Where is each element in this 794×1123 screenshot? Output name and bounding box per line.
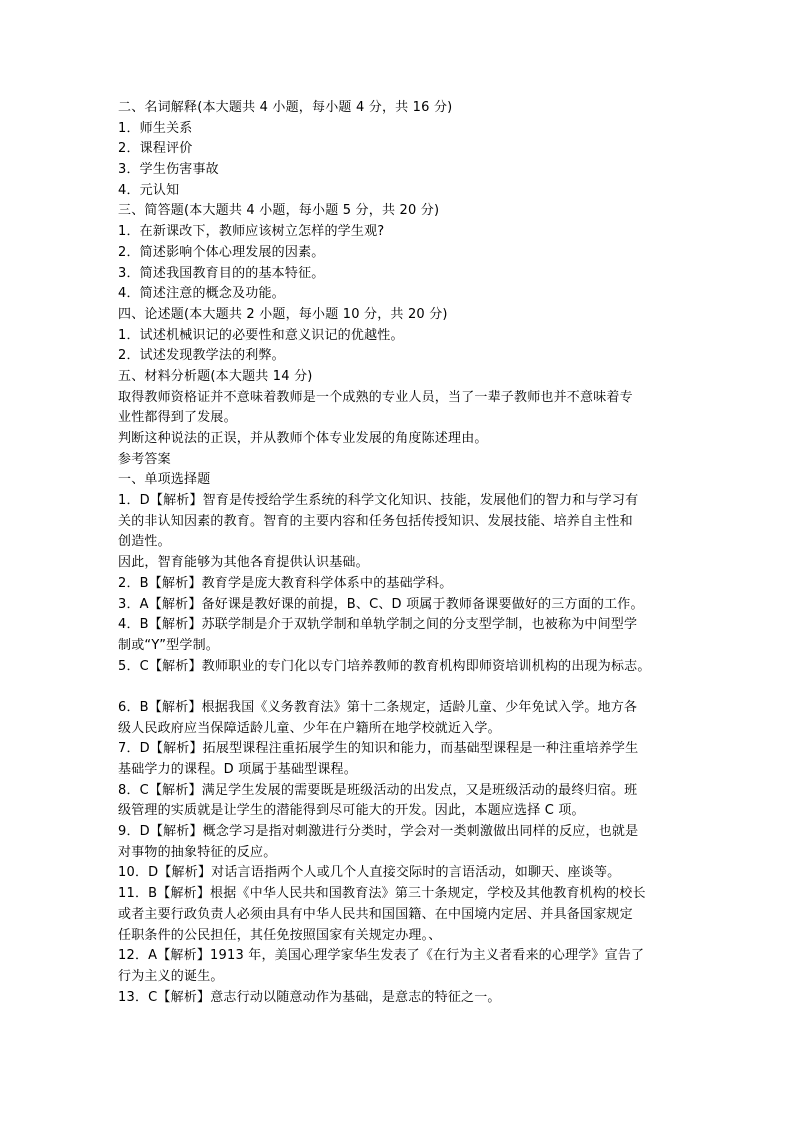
answer-line: 关的非认知因素的教育。智育的主要内容和任务包括传授知识、发展技能、培养自主性和 [118, 513, 633, 529]
material-text-line: 取得教师资格证并不意味着教师是一个成熟的专业人员，当了一辈子教师也并不意味着专 [118, 389, 633, 405]
blank-line [118, 677, 678, 698]
answer-line: 9．D【解析】概念学习是指对刺激进行分类时，学会对一类刺激做出同样的反应，也就是 [118, 824, 639, 840]
section-heading-short-answer: 三、简答题(本大题共 4 小题，每小题 5 分，共 20 分) [118, 203, 440, 219]
answer-line: 或者主要行政负责人必须由具有中华人民共和国国籍、在中国境内定居、并具备国家规定 [118, 906, 633, 922]
answer-line: 10．D【解析】对话言语指两个人或几个人直接交际时的言语活动，如聊天、座谈等。 [118, 865, 621, 881]
answer-line: 7．D【解析】拓展型课程注重拓展学生的知识和能力，而基础型课程是一种注重培养学生 [118, 741, 639, 757]
question-line: 1．试述机械识记的必要性和意义识记的优越性。 [118, 327, 404, 343]
material-text-line: 业性都得到了发展。 [118, 410, 237, 426]
answer-key-heading: 参考答案 [118, 451, 171, 467]
question-line: 2．试述发现教学法的利弊。 [118, 348, 285, 364]
question-line: 2．简述影响个体心理发展的因素。 [118, 244, 325, 260]
question-line: 4．元认知 [118, 182, 180, 198]
answer-line: 行为主义的诞生。 [118, 968, 224, 984]
answer-line: 12．A【解析】1913 年，美国心理学家华生发表了《在行为主义者看来的心理学》宣告了 [118, 948, 645, 964]
section-heading-essay: 四、论述题(本大题共 2 小题，每小题 10 分，共 20 分) [118, 306, 448, 322]
question-line: 3．学生伤害事故 [118, 162, 219, 178]
question-line: 1．在新课改下，教师应该树立怎样的学生观? [118, 224, 385, 240]
answer-line: 1．D【解析】智育是传授给学生系统的科学文化知识、技能，发展他们的智力和与学习有 [118, 493, 639, 509]
answer-line: 11．B【解析】根据《中华人民共和国教育法》第三十条规定，学校及其他教育机构的校长 [118, 886, 646, 902]
section-heading-single-choice: 一、单项选择题 [118, 472, 211, 488]
answer-line: 制或“Y”型学制。 [118, 637, 219, 653]
answer-line: 2．B【解析】教育学是庞大教育科学体系中的基础学科。 [118, 575, 453, 591]
section-heading-material-analysis: 五、材料分析题(本大题共 14 分) [118, 368, 313, 384]
document-body [118, 98, 678, 1008]
question-line: 4．简述注意的概念及功能。 [118, 286, 285, 302]
answer-line: 4．B【解析】苏联学制是介于双轨学制和单轨学制之间的分支型学制，也被称为中间型学 [118, 617, 638, 633]
question-line: 1．师生关系 [118, 120, 193, 136]
answer-line: 3．A【解析】备好课是教好课的前提，B、C、D 项属于教师备课要做好的三方面的工作。 [118, 596, 644, 612]
answer-line: 级管理的实质就是让学生的潜能得到尽可能大的开发。因此，本题应选择 C 项。 [118, 803, 585, 819]
answer-line: 级人民政府应当保障适龄儿童、少年在户籍所在地学校就近入学。 [118, 720, 501, 736]
answer-line: 创造性。 [118, 534, 171, 550]
answer-line: 5．C【解析】教师职业的专门化以专门培养教师的教育机构即师资培训机构的出现为标志。 [118, 658, 651, 674]
answer-line: 因此，智育能够为其他各育提供认识基础。 [118, 555, 369, 571]
question-line: 2．课程评价 [118, 141, 193, 157]
answer-line: 13．C【解析】意志行动以随意动作为基础，是意志的特征之一。 [118, 989, 501, 1005]
question-line: 3．简述我国教育目的的基本特征。 [118, 265, 325, 281]
answer-line: 对事物的抽象特征的反应。 [118, 844, 277, 860]
material-text-line: 判断这种说法的正误，并从教师个体专业发展的角度陈述理由。 [118, 431, 488, 446]
answer-line: 基础学力的课程。D 项属于基础型课程。 [118, 762, 357, 777]
answer-line: 8．C【解析】满足学生发展的需要既是班级活动的出发点，又是班级活动的最终归宿。班 [118, 782, 638, 798]
answer-line: 任职条件的公民担任，其任免按照国家有关规定办理。、 [118, 927, 442, 943]
section-heading-terms: 二、名词解释(本大题共 4 小题，每小题 4 分，共 16 分) [118, 100, 453, 115]
answer-line: 6．B【解析】根据我国《义务教育法》第十二条规定，适龄儿童、少年免试入学。地方各 [118, 699, 638, 715]
